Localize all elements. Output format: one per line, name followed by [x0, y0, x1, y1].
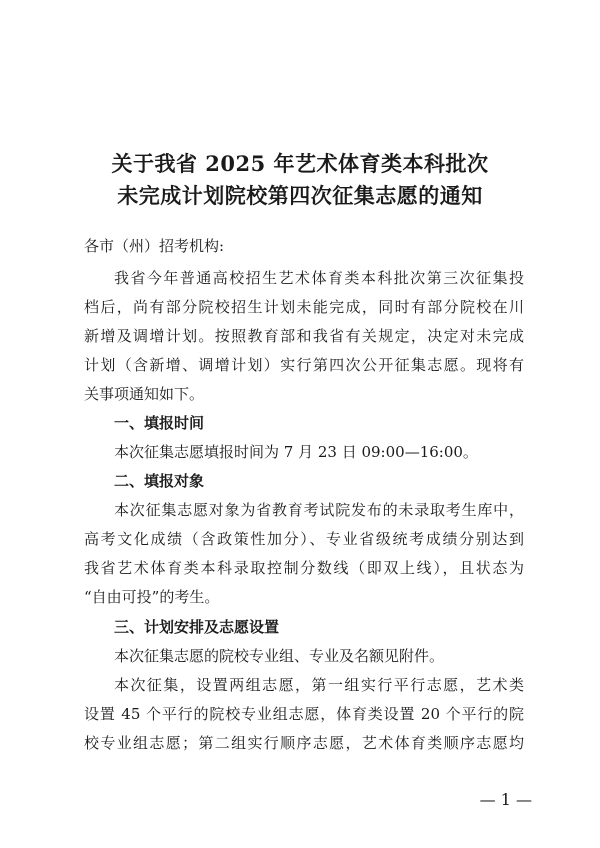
document-title-line-1: 关于我省 2025 年艺术体育类本科批次: [111, 151, 489, 176]
intro-line: 档后，尚有部分院校招生计划未能完成，同时有部分院校在川: [84, 298, 524, 316]
document-title-line-2: 未完成计划院校第四次征集志愿的通知: [117, 183, 483, 208]
section-target-line: “自由可投”的考生。: [84, 588, 220, 606]
section-target-line: 我省艺术体育类本科录取控制分数线（即双上线），且状态为: [84, 559, 524, 577]
section-target-line: 高考文化成绩（含政策性加分）、专业省级统考成绩分别达到: [84, 530, 524, 548]
section-plan-line: 设置 45 个平行的院校专业组志愿，体育类设置 20 个平行的院: [84, 705, 524, 723]
intro-line: 新增及调增计划。按照教育部和我省有关规定，决定对未完成: [84, 327, 524, 345]
page-number: — 1 —: [479, 790, 532, 809]
intro-line: 计划（含新增、调增计划）实行第四次公开征集志愿。现将有: [84, 356, 524, 374]
section-heading-target: 二、填报对象: [114, 472, 205, 490]
section-time-body: 本次征集志愿填报时间为 7 月 23 日 09:00—16:00。: [114, 443, 478, 461]
intro-line: 我省今年普通高校招生艺术体育类本科批次第三次征集投: [114, 269, 524, 287]
section-target-line: 本次征集志愿对象为省教育考试院发布的未录取考生库中，: [114, 501, 524, 519]
section-plan-line: 本次征集，设置两组志愿，第一组实行平行志愿，艺术类: [114, 676, 524, 694]
section-heading-plan: 三、计划安排及志愿设置: [114, 618, 280, 636]
section-plan-line: 本次征集志愿的院校专业组、专业及名额见附件。: [114, 647, 445, 665]
section-plan-line: 校专业组志愿；第二组实行顺序志愿，艺术体育类顺序志愿均: [84, 734, 524, 752]
section-heading-time: 一、填报时间: [114, 414, 205, 432]
salutation: 各市（州）招考机构:: [84, 237, 225, 255]
intro-line: 关事项通知如下。: [84, 385, 205, 403]
